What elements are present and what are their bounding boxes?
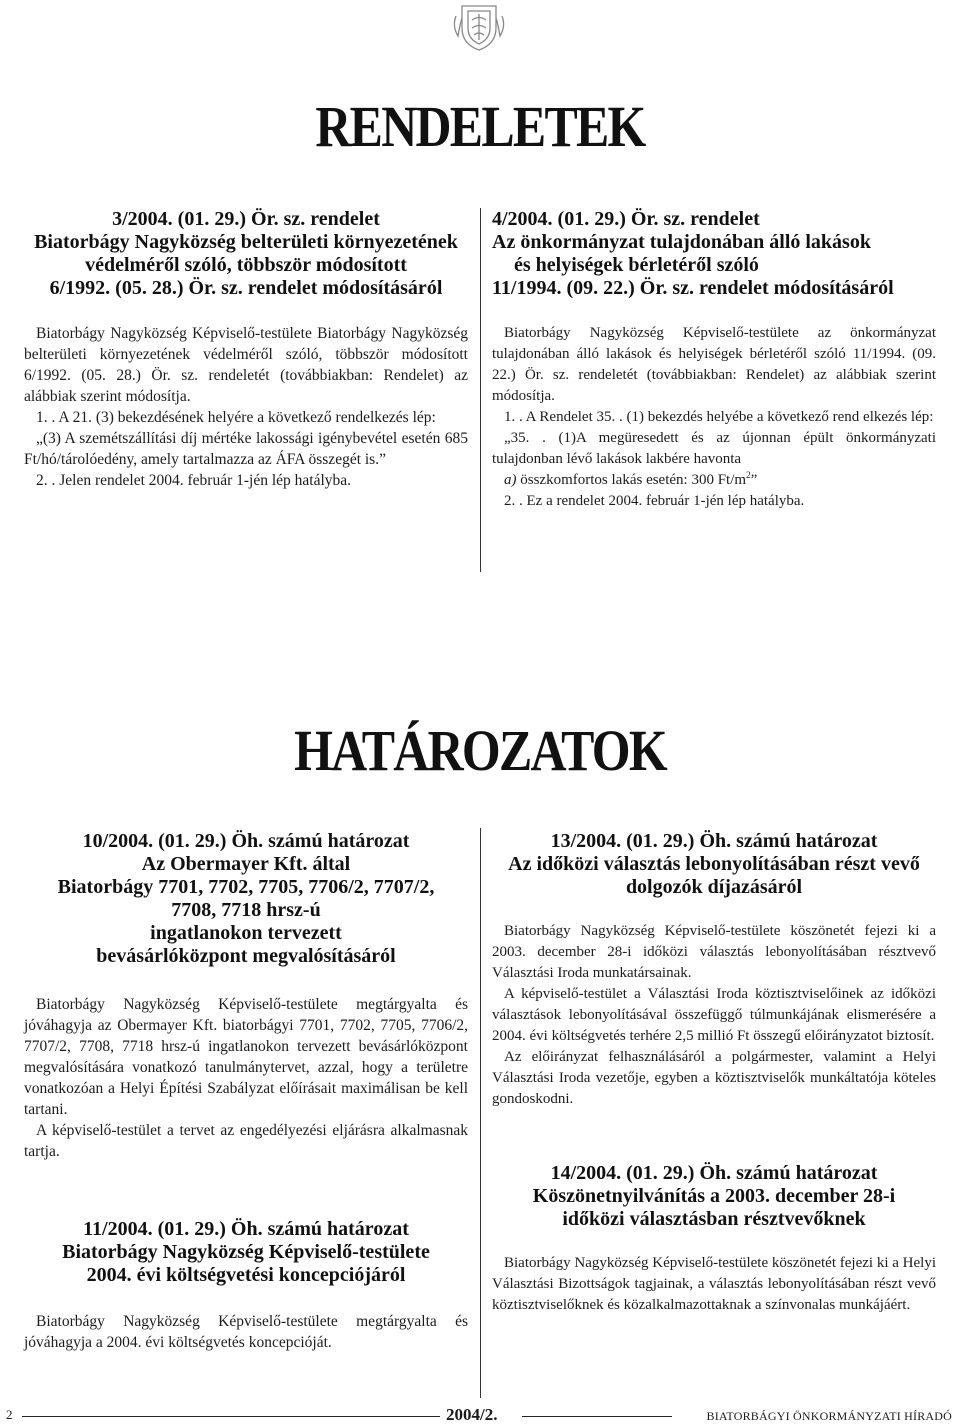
column-divider xyxy=(480,208,481,572)
rendelet-4-title-4: 11/1994. (09. 22.) Ör. sz. rendelet módosításáról xyxy=(492,277,894,299)
hatarozat-10-title-4: 7708, 7718 hrsz-ú xyxy=(171,899,321,921)
footer-rule-right xyxy=(522,1416,672,1417)
rendelet-3-title-4: 6/1992. (05. 28.) Ör. sz. rendelet módosításáról xyxy=(49,277,443,299)
hatarozat-10-paragraph: A képviselő-testület a tervet az engedélyezési eljárásra alkalmasnak tartja. xyxy=(24,1122,468,1160)
hatarozat-13-paragraph: Biatorbágy Nagyközség Képviselő-testülete köszönetét fejezi ki a 2003. december 28-i időközi választás lebonyolításában résztvevő Választási Iroda munkatársainak. xyxy=(492,923,936,981)
rendelet-4-item-text: összkomfortos lakás esetén: 300 Ft/m xyxy=(516,472,747,488)
hatarozat-right-column xyxy=(492,830,936,1316)
column-divider xyxy=(480,828,481,1398)
rendelet-3-paragraph: Biatorbágy Nagyközség Képviselő-testülete Biatorbágy Nagyközség belterületi környezetének védelméről szóló, többször módosított 6/1992. (05. 28.) Ör. sz. rendeletét (továbbiakban: Rendelet) az alábbiak szerint módosítja. xyxy=(24,325,468,405)
section-title-hatarozatok: HATÁROZATOK xyxy=(294,718,666,783)
rendelet-3-paragraph: 2. . Jelen rendelet 2004. február 1-jén lép hatályba. xyxy=(36,472,352,489)
rendelet-4-title-1: 4/2004. (01. 29.) Ör. sz. rendelet xyxy=(492,208,760,230)
hatarozat-13-paragraph: Az előirányzat felhasználásáról a polgármester, valamint a Helyi Választási Iroda vezetője, egyben a köztisztviselők munkáltatója köteles gondoskodni. xyxy=(492,1049,936,1107)
hatarozat-10-title-2: Az Obermayer Kft. által xyxy=(141,853,351,875)
hatarozat-13-title-1: 13/2004. (01. 29.) Öh. számú határozat xyxy=(550,830,878,852)
rendelet-3-title-1: 3/2004. (01. 29.) Ör. sz. rendelet xyxy=(112,208,380,230)
rendelet-4-paragraph: „35. . (1)A megüresedett és az újonnan épült önkormányzati tulajdonban lévő lakások lakbére havonta xyxy=(492,430,936,467)
hatarozat-11-paragraph: Biatorbágy Nagyközség Képviselő-testülete megtárgyalta és jóváhagyja a 2004. évi költségvetés koncepcióját. xyxy=(24,1313,468,1351)
hatarozat-10-paragraph: Biatorbágy Nagyközség Képviselő-testülete megtárgyalta és jóváhagyja az Obermayer Kft. biatorbágyi 7701, 7702, 7705, 7706/2, 7707/2, 7708, 7718 hrsz-ú ingatlanokon tervezett bevásárlóközpont megvalósítására vonatkozó tanulmánytervet, azzal, hogy a területre vonatkozóan a Helyi Építési Szabályzat előírásait maximálisan be kell tartani. xyxy=(24,996,468,1118)
rendelet-4-title-2: Az önkormányzat tulajdonában álló lakások xyxy=(492,231,871,253)
hatarozat-11-2004 xyxy=(24,1218,468,1353)
hatarozat-10-title-5: ingatlanokon tervezett xyxy=(150,922,342,944)
rendelet-3-2004 xyxy=(24,208,468,491)
hatarozat-left-column xyxy=(24,830,468,1353)
page-number: 2 xyxy=(6,1407,13,1422)
hatarozat-10-2004 xyxy=(24,830,468,1162)
hatarozat-13-2004 xyxy=(492,830,936,1110)
coat-of-arms-icon xyxy=(450,2,508,52)
rendelet-3-paragraph: „(3) A szemétszállítási díj mértéke lakossági igénybevétel esetén 685 Ft/hó/tárolóedény, amely tartalmazza az ÁFA összegét is.” xyxy=(24,430,468,468)
issue-number: 2004/2. xyxy=(446,1405,498,1424)
hatarozat-10-title-6: bevásárlóközpont megvalósításáról xyxy=(96,945,396,967)
hatarozat-14-title-1: 14/2004. (01. 29.) Öh. számú határozat xyxy=(550,1162,878,1184)
hatarozat-11-title-3: 2004. évi költségvetési koncepciójáról xyxy=(86,1264,406,1286)
rendelet-3-title-2: Biatorbágy Nagyközség belterületi környezetének xyxy=(34,231,458,253)
hatarozat-10-title-1: 10/2004. (01. 29.) Öh. számú határozat xyxy=(82,830,410,852)
rendelet-4-paragraph: Biatorbágy Nagyközség Képviselő-testülete az önkormányzat tulajdonában álló lakások és helyiségek bérletéről szóló 11/1994. (09. 22.) Ör. sz. rendeletét (továbbiakban: Rendelet) az alábbiak szerint módosítja. xyxy=(492,325,936,404)
hatarozat-11-title-1: 11/2004. (01. 29.) Öh. számú határozat xyxy=(83,1218,409,1240)
hatarozat-13-paragraph: A képviselő-testület a Választási Iroda köztisztviselőinek az időközi választások lebonyolításával összefüggő túlmunkájának elismerésére a 2004. évi költségvetés terhére 2,5 millió Ft összegű előirányzatot biztosít. xyxy=(492,986,936,1044)
rendelet-4-title-3: és helyiségek bérletéről szóló xyxy=(514,254,759,276)
rendelet-3-title-3: védelméről szóló, többször módosított xyxy=(85,254,407,276)
rendelet-4-item-sup: 2 xyxy=(746,470,751,480)
rendelet-4-paragraph: 2. . Ez a rendelet 2004. február 1-jén lép hatályba. xyxy=(504,493,805,509)
hatarozat-13-title-2: Az időközi választás lebonyolításában részt vevő xyxy=(508,853,920,875)
section-title-rendeletek: RENDELETEK xyxy=(315,94,645,159)
rendelet-4-item-label: a) xyxy=(504,472,517,488)
rendelet-4-2004 xyxy=(492,208,936,512)
rendelet-3-paragraph: 1. . A 21. (3) bekezdésének helyére a következő rendelkezés lép: xyxy=(36,409,436,426)
hatarozat-14-paragraph: Biatorbágy Nagyközség Képviselő-testülete köszönetét fejezi ki a Helyi Választási Bizottságok tagjainak, a választás lebonyolításában részt vevő köztisztviselőknek és közalkalmazottaknak a színvonalas munkájáért. xyxy=(492,1255,936,1313)
hatarozat-14-title-3: időközi választásban résztvevőknek xyxy=(562,1208,866,1230)
hatarozat-14-2004 xyxy=(492,1162,936,1316)
hatarozat-10-title-3: Biatorbágy 7701, 7702, 7705, 7706/2, 7707/2, xyxy=(57,876,435,898)
rendelet-4-item-end: ” xyxy=(750,472,758,488)
hatarozat-13-title-3: dolgozók díjazásáról xyxy=(625,876,803,898)
publication-name: BIATORBÁGYI ÖNKORMÁNYZATI HÍRADÓ xyxy=(706,1409,952,1423)
rendelet-4-paragraph: 1. . A Rendelet 35. . (1) bekezdés helyébe a következő rend elkezés lép: xyxy=(504,409,934,425)
hatarozat-14-title-2: Köszönetnyilvánítás a 2003. december 28-i xyxy=(532,1185,896,1207)
rendelet-4-paragraph xyxy=(492,470,936,491)
hatarozat-11-title-2: Biatorbágy Nagyközség Képviselő-testülete xyxy=(62,1241,430,1263)
footer-rule-left xyxy=(22,1416,440,1417)
